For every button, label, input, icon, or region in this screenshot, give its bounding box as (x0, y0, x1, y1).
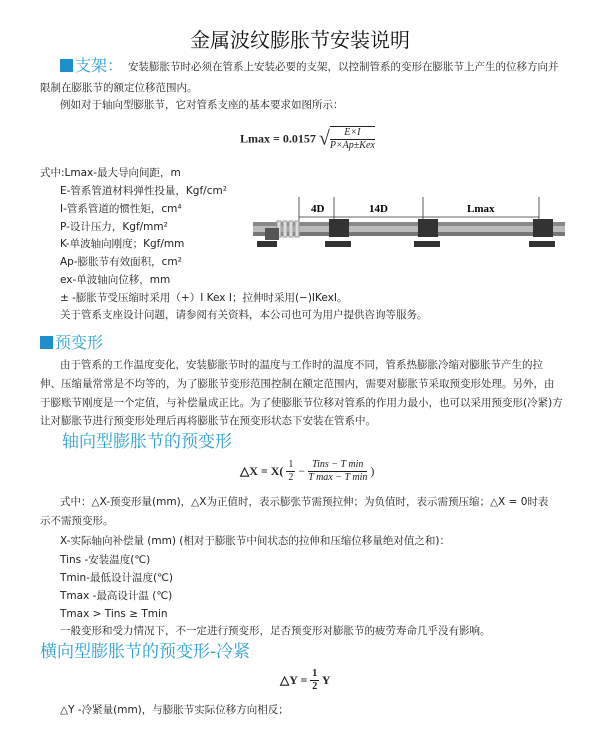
support-text: 例如对于轴向型膨胀节，它对管系支座的基本要求如图所示： (60, 99, 344, 111)
formula-rhs: Y (319, 673, 331, 687)
delta-x-formula (240, 459, 374, 484)
support-heading-text: 支架： (75, 56, 124, 75)
support-heading (60, 56, 123, 76)
axial-text: 式中：△X-预变形量(mm)，△X为正值时，表示膨张节需预拉伸；为负值时，表示需预压缩；△X = 0时表 (60, 496, 549, 508)
predeform-heading-text: 预变形 (55, 333, 104, 352)
pipe (253, 226, 565, 232)
formula-denominator: T max − T min (308, 472, 368, 483)
formula-denominator: P×Ap±Kex (329, 140, 375, 151)
minus-sign: − (298, 464, 306, 478)
support-text: 限制在膨胀节的额定位移范围内。 (40, 82, 198, 94)
diagram-label-14d: 14D (369, 203, 388, 215)
lateral-heading: 横向型膨胀节的预变形-冷紧 (40, 642, 251, 662)
definition: 式中:Lmax-最大导向间距，m (40, 167, 181, 179)
formula-numerator: E×I (330, 127, 375, 140)
definition: I-管系管道的惯性矩，cm⁴ (60, 203, 182, 215)
formula-lhs: Lmax = 0.0157 (240, 131, 316, 146)
square-bullet-icon (40, 336, 53, 349)
axial-heading: 轴向型膨胀节的预变形 (62, 432, 232, 452)
axial-text: Tins -安装温度(℃) (60, 554, 151, 566)
axial-text: 示不需预变形。 (40, 515, 114, 527)
square-bullet-icon (60, 59, 73, 72)
lmax-formula: Lmax = 0.0157 √ $\frac{E\times I}{\text{P×Ap±Kex}}$ (240, 127, 375, 151)
axial-text: 一般变形和受力情况下，不一定进行预变形，足否预变形对膨胀节的疲劳寿命几乎没有影响。 (60, 625, 491, 637)
axial-text: X-实际轴向补偿量 (mm) (相对于膨胀节中间状态的拉伸和压缩位移量绝对值之和)： (60, 535, 450, 547)
delta-y-formula (280, 668, 331, 693)
formula-lhs: △Y = (280, 673, 311, 687)
support-text: 安装膨胀节时必须在管系上安装必要的支架，以控制管系的变形在膨胀节上产生的位移方向并 (128, 61, 559, 73)
axial-text: Tmax -最高设计温 (℃) (60, 590, 173, 602)
formula-denominator: 2 (312, 681, 318, 692)
paragraph-line: 伸、压缩量常常是不均等的，为了膨胀节变形范围控制在额定范围内，需要对膨胀节采取预变形处理。另外，由 (40, 378, 555, 390)
definition: K-单波轴向刚度；Kgf/mm (60, 238, 185, 250)
formula-numerator: Tins − T min (308, 459, 367, 472)
axial-text: Tmin-最低设计温度(℃) (60, 572, 173, 584)
definition: Ap-膨胀节有效面积，cm² (60, 256, 182, 268)
definition: ex-单波轴向位移，mm (60, 274, 171, 286)
formula-numerator: 1 (312, 668, 318, 679)
pipe-support-diagram (245, 195, 570, 270)
definition: P-设计压力，Kgf/mm² (60, 221, 168, 233)
definition: E-管系管道材料弹性投量，Kgf/cm² (60, 185, 227, 197)
lateral-text: △Y -冷紧量(mm)，与膨胀节实际位移方向相反； (60, 704, 289, 716)
definition: ± -膨胀节受压缩时采用（+）I Kex I；拉伸时采用(−)IKexI。 (60, 292, 348, 304)
close-paren: ) (370, 464, 375, 478)
diagram-label-4d: 4D (311, 203, 325, 215)
predeform-heading (40, 333, 103, 353)
paragraph-line: 让对膨胀节进行预变形处理后再将膨胀节在预变形状态下安装在管系中。 (40, 415, 376, 427)
diagram-label-lmax: Lmax (467, 203, 495, 215)
formula-lhs: △X = X( (240, 464, 284, 478)
definition: 关于管系支座设计问题，请参阅有关资料，本公司也可为用户提供咨询等服务。 (60, 309, 428, 321)
axial-text: Tmax > Tins ≥ Tmin (60, 608, 168, 620)
paragraph-line: 由于管系的工作温度变化，安装膨胀节时的温度与工作时的温度不同，管系热膨胀冷缩对膨胀节产生的拉 (60, 359, 543, 371)
page-title: 金属波纹膨胀节安装说明 (190, 28, 410, 52)
paragraph-line: 于膨账节刚度是一个定值，与补偿量成正比。为了使膨胀节位移对管系的作用力最小，也可以采用预变形(冷紧)方 (40, 397, 563, 409)
half-numerator: 1 (288, 459, 294, 470)
half-denominator: 2 (288, 472, 294, 483)
